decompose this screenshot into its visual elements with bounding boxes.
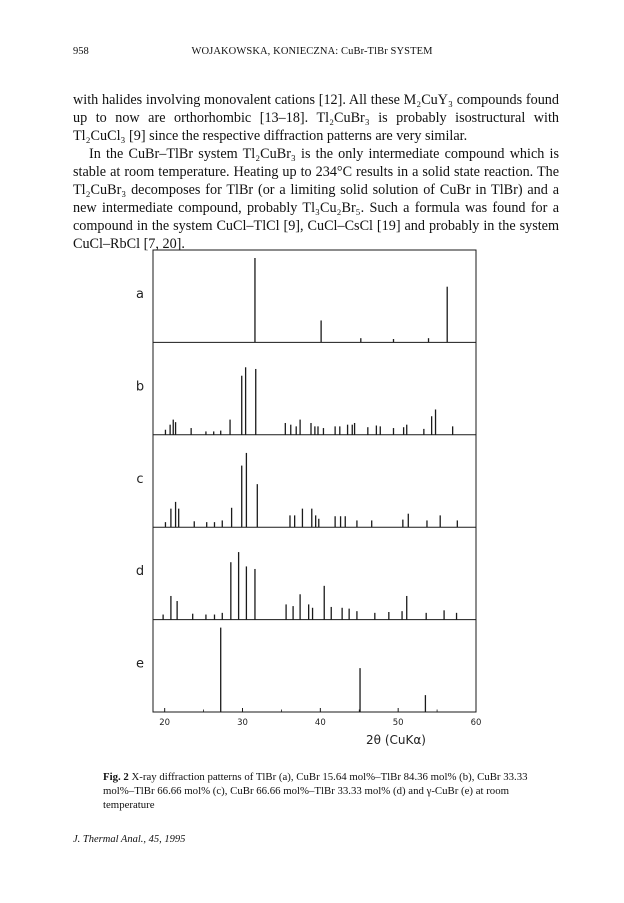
x-tick-label-30: 30 xyxy=(237,718,248,728)
plot-frame xyxy=(153,250,476,712)
figure-caption xyxy=(103,770,533,812)
x-tick-label-50: 50 xyxy=(392,718,404,728)
x-axis-label: 2θ (CuKα) xyxy=(366,733,426,747)
running-title: WOJAKOWSKA, KONIECZNA: CuBr-TlBr SYSTEM xyxy=(191,46,433,57)
panel-label-b: b xyxy=(135,379,145,395)
caption-label: Fig. 2 xyxy=(103,771,129,783)
paragraph-1: with halides involving monovalent cations [12]. All these M₂CuY₃ compounds found up to now are orthorhombic [13–18]. Tl₂CuBr₃ is probably isostructural with Tl₂CuCl₃ [9] since the respective diffraction patterns are very similar. xyxy=(73,92,559,144)
panel-label-d: d xyxy=(135,564,145,580)
x-tick-label-40: 40 xyxy=(314,718,326,728)
panel-label-a: a xyxy=(136,287,144,303)
journal-footer: J. Thermal Anal., 45, 1995 xyxy=(73,834,186,845)
x-tick-label-20: 20 xyxy=(159,718,171,728)
page-number: 958 xyxy=(73,46,89,57)
panel-label-c: c xyxy=(136,471,144,487)
paragraph-2: In the CuBr–TlBr system Tl₂CuBr₃ is the only intermediate compound which is stable at room temperature. Heating up to 234°C results in a solid state reaction. The Tl₂CuBr₃ decomposes for TlBr (or a limiting solid solution of CuBr in TlBr) and a new intermediate compound, probably Tl₃Cu₂Br₅. Such a formula was found for a compound in the system CuCl–TlCl [9], CuCl–CsCl [19] and probably in the system CuCl–RbCl [7, 20]. xyxy=(73,146,559,252)
caption-text: X-ray diffraction patterns of TlBr (a), CuBr 15.64 mol%–TlBr 84.36 mol% (b), CuBr 33.33 mol%–TlBr 66.66 mol% (c), CuBr 66.66 mol%–TlBr 33.33 mol% (d) and γ-CuBr (e) at room temperature xyxy=(103,771,528,811)
panel-label-e: e xyxy=(136,656,144,672)
x-tick-label-60: 60 xyxy=(470,718,482,728)
